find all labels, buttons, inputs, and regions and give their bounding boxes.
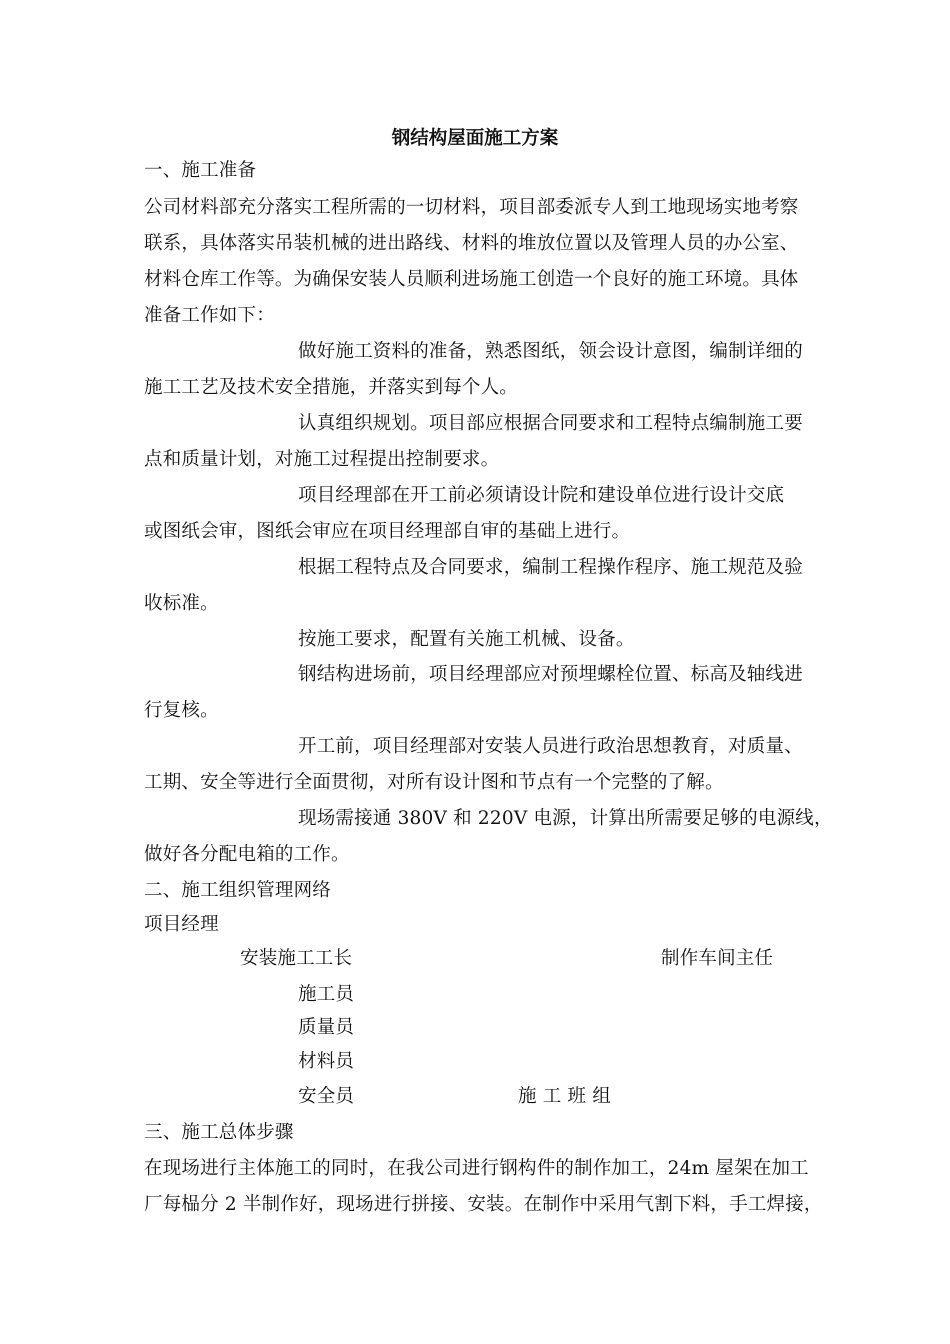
- org-quality: 质量员: [298, 1017, 355, 1038]
- org-material: 材料员: [298, 1051, 355, 1072]
- section-heading-1: 一、施工准备: [144, 160, 257, 181]
- list-item-line: 认真组织规划。项目部应根据合同要求和工程特点编制施工要: [298, 413, 803, 434]
- org-install-foreman: 安装施工工长: [240, 948, 353, 969]
- paragraph-line: 联系，具体落实吊装机械的进出路线、材料的堆放位置以及管理人员的办公室、: [144, 233, 799, 254]
- document-title: 钢结构屋面施工方案: [391, 128, 559, 149]
- list-item-line: 行复核。: [144, 700, 219, 721]
- paragraph-line: 材料仓库工作等。为确保安装人员顺利进场施工创造一个良好的施工环境。具体: [144, 269, 799, 290]
- paragraph-line: 准备工作如下：: [144, 305, 275, 326]
- org-builder: 施工员: [298, 984, 355, 1005]
- paragraph-line: 厂每榀分 2 半制作好，现场进行拼接、安装。在制作中采用气割下料，手工焊接，: [144, 1194, 823, 1215]
- list-item-line: 开工前，项目经理部对安装人员进行政治思想教育，对质量、: [298, 736, 803, 757]
- org-safety: 安全员: [298, 1086, 355, 1107]
- list-item-line: 点和质量计划，对施工过程提出控制要求。: [144, 449, 500, 470]
- paragraph-line: 公司材料部充分落实工程所需的一切材料，项目部委派专人到工地现场实地考察: [144, 197, 799, 218]
- org-workshop-director: 制作车间主任: [661, 948, 774, 969]
- org-manager: 项目经理: [144, 914, 219, 935]
- list-item-line: 做好各分配电箱的工作。: [144, 844, 350, 865]
- list-item-line: 收标准。: [144, 593, 219, 614]
- list-item-line: 或图纸会审，图纸会审应在项目经理部自审的基础上进行。: [144, 521, 631, 542]
- paragraph-line: 在现场进行主体施工的同时，在我公司进行钢构件的制作加工，24m 屋架在加工: [144, 1158, 809, 1179]
- section-heading-3: 三、施工总体步骤: [144, 1122, 294, 1143]
- list-item-line: 按施工要求，配置有关施工机械、设备。: [298, 629, 635, 650]
- list-item-line: 项目经理部在开工前必须请设计院和建设单位进行设计交底: [298, 485, 785, 506]
- list-item-line: 现场需接通 380V 和 220V 电源，计算出所需要足够的电源线，: [298, 808, 833, 829]
- list-item-line: 钢结构进场前，项目经理部应对预埋螺栓位置、标高及轴线进: [298, 664, 803, 685]
- list-item-line: 根据工程特点及合同要求，编制工程操作程序、施工规范及验: [298, 557, 803, 578]
- section-heading-2: 二、施工组织管理网络: [144, 880, 332, 901]
- list-item-line: 做好施工资料的准备，熟悉图纸，领会设计意图，编制详细的: [298, 341, 803, 362]
- org-team: 施 工 班 组: [518, 1086, 612, 1107]
- list-item-line: 施工工艺及技术安全措施，并落实到每个人。: [144, 377, 519, 398]
- list-item-line: 工期、安全等进行全面贯彻，对所有设计图和节点有一个完整的了解。: [144, 772, 724, 793]
